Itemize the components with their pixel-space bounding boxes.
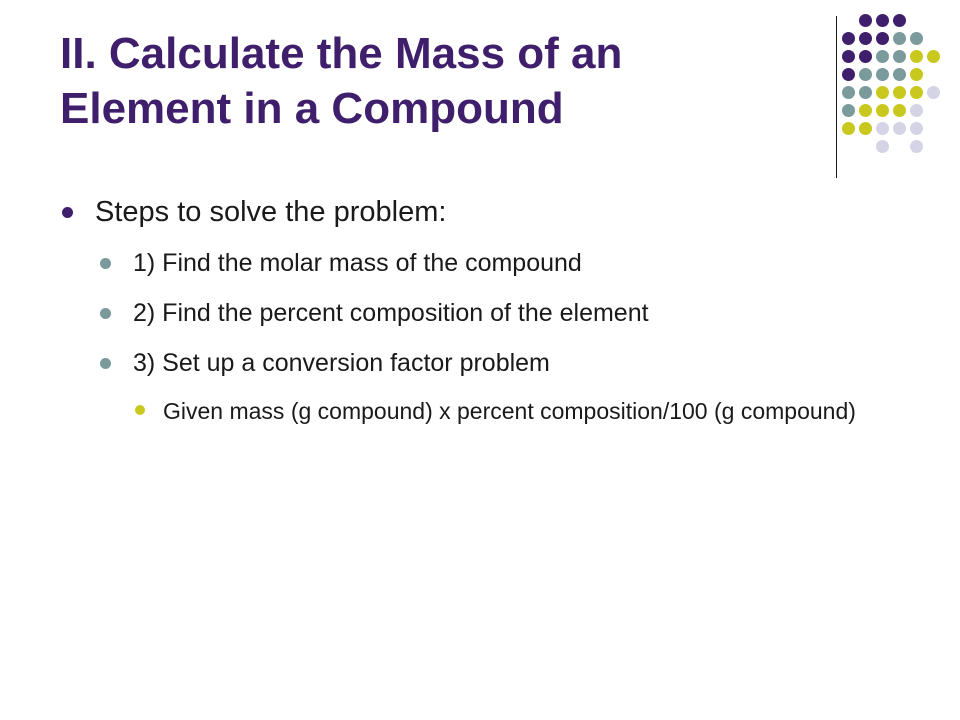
dot-teal [842, 104, 855, 117]
dot-purple [842, 50, 855, 63]
dot-olive [893, 104, 906, 117]
dot-teal [876, 50, 889, 63]
bullet-dot-icon [100, 258, 111, 269]
dot-teal [910, 32, 923, 45]
dot-lavender [927, 86, 940, 99]
dot-olive [859, 122, 872, 135]
step-text: 2) Find the percent composition of the element [133, 299, 649, 327]
dot-purple [859, 32, 872, 45]
bullet-level1 [62, 192, 446, 232]
bullet-heading-text: Steps to solve the problem: [95, 196, 447, 228]
dot-olive [876, 104, 889, 117]
bullet-dot-icon [135, 405, 145, 415]
bullet-dot-icon [100, 358, 111, 369]
decorative-dot-grid [0, 0, 960, 200]
dot-olive [910, 86, 923, 99]
step-text: 3) Set up a conversion factor problem [133, 349, 550, 377]
bullet-step-2 [100, 296, 649, 330]
dot-teal [893, 68, 906, 81]
dot-lavender [910, 122, 923, 135]
dot-teal [842, 86, 855, 99]
dot-olive [842, 122, 855, 135]
bullet-dot-icon [62, 207, 73, 218]
dot-purple [876, 32, 889, 45]
dot-lavender [876, 122, 889, 135]
dot-purple [893, 14, 906, 27]
dot-purple [842, 68, 855, 81]
dot-purple [859, 50, 872, 63]
bullet-dot-icon [100, 308, 111, 319]
dot-lavender [910, 104, 923, 117]
bullet-step-1 [100, 246, 582, 280]
dot-lavender [876, 140, 889, 153]
dot-lavender [893, 122, 906, 135]
dot-purple [876, 14, 889, 27]
step-text: 1) Find the molar mass of the compound [133, 249, 582, 277]
dot-teal [893, 32, 906, 45]
dot-olive [910, 50, 923, 63]
dot-teal [859, 86, 872, 99]
dot-purple [842, 32, 855, 45]
dot-olive [859, 104, 872, 117]
dot-lavender [910, 140, 923, 153]
dot-teal [859, 68, 872, 81]
dot-teal [893, 50, 906, 63]
dot-teal [876, 68, 889, 81]
sub-bullet-text: Given mass (g compound) x percent composition/100 (g compound) [163, 398, 856, 424]
dot-olive [893, 86, 906, 99]
slide-title: II. Calculate the Mass of an Element in a Compound [60, 29, 623, 133]
bullet-sub [135, 394, 895, 428]
dot-olive [876, 86, 889, 99]
dot-purple [859, 14, 872, 27]
bullet-step-3 [100, 346, 550, 380]
dot-olive [910, 68, 923, 81]
dot-olive [927, 50, 940, 63]
